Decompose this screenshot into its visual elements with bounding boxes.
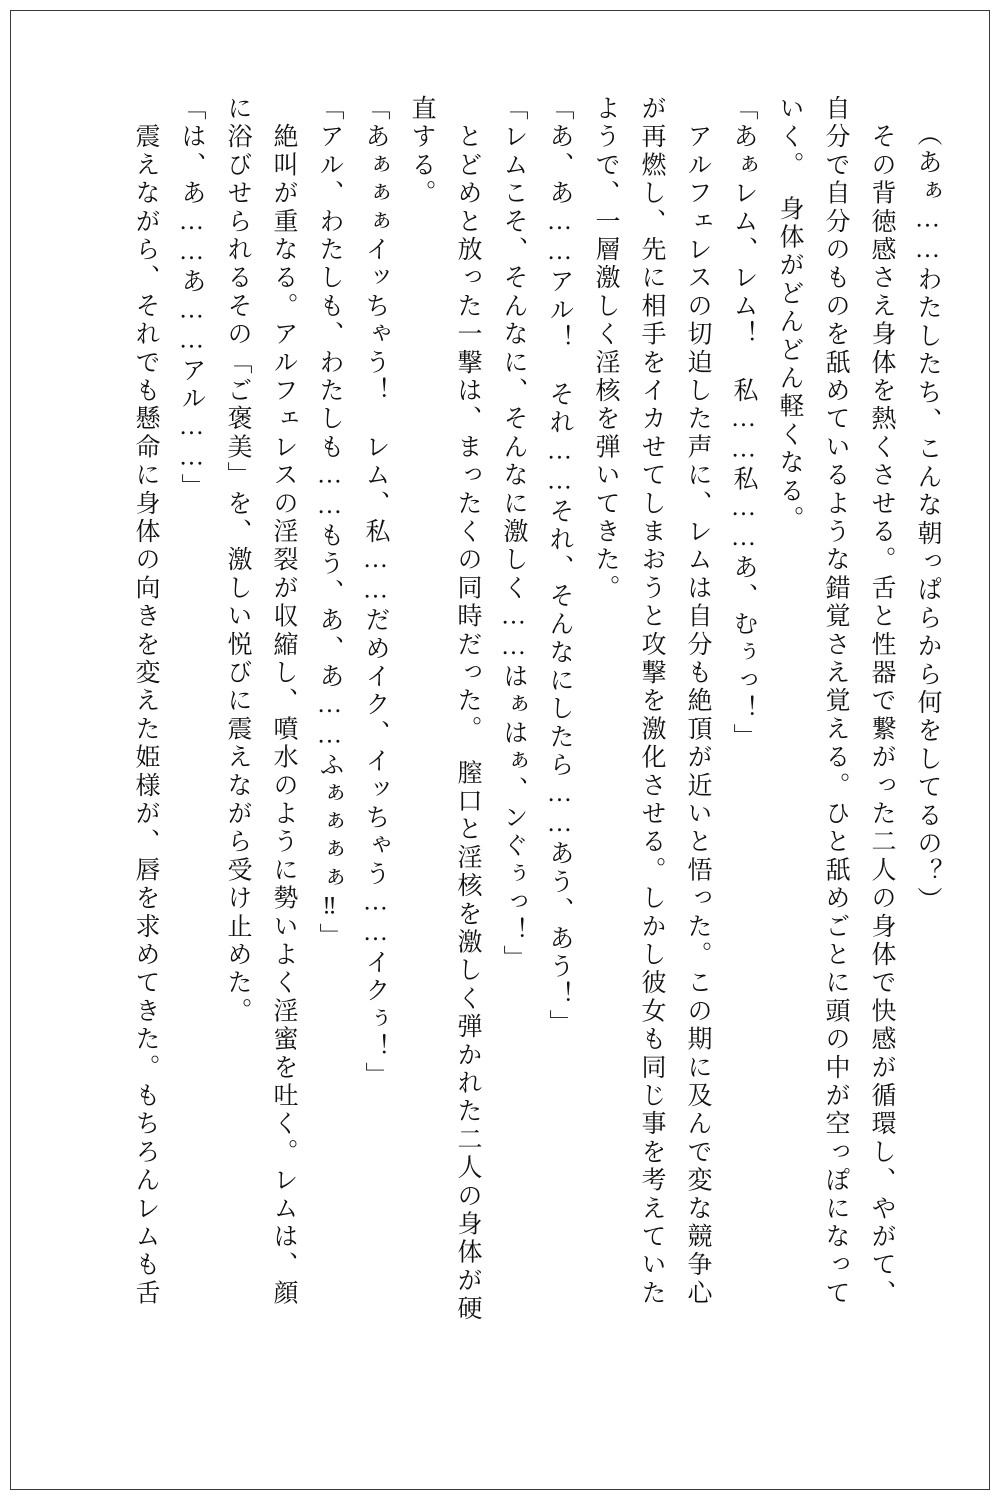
text-line: アルフェレスの切迫した声に、レムは自分も絶頂が近いと悟った。この期に及んで変な競争心 xyxy=(684,95,711,1308)
text-line: 震えながら、それでも懸命に身体の向きを変えた姫様が、唇を求めてきた。もちろんレムも舌 xyxy=(132,95,159,1308)
text-line: その背徳感さえ身体を熱くさせる。舌と性器で繋がった二人の身体で快感が循環し、やがて、 xyxy=(868,95,895,1308)
text-line: 「レムこそ、そんなに、そんなに激しく……はぁはぁ、ンぐぅっ！」 xyxy=(500,95,527,974)
text-line: とどめと放った一撃は、まったくの同時だった。 膣口と淫核を激しく弾かれた二人の身体が硬 xyxy=(454,95,481,1324)
text-line: 自分で自分のものを舐めているような錯覚さえ覚える。ひと舐めごとに頭の中が空っぽになって xyxy=(822,95,849,1308)
text-line: 「あぁレム、レム！ 私……私……あ、むぅっ！」 xyxy=(730,95,757,752)
text-line: （あぁ……わたしたち、こんな朝っぱらから何をしてるの？） xyxy=(914,121,941,915)
vertical-text-block xyxy=(50,95,950,1425)
text-line: 絶叫が重なる。アルフェレスの淫裂が収縮し、噴水のように勢いよく淫蜜を吐く。レムは、顔 xyxy=(270,95,297,1308)
text-line: いく。 身体がどんどん軽くなる。 xyxy=(776,95,803,534)
text-line: 「アル、わたしも、わたしも……もう、あ、あ……ふぁぁぁぁ‼」 xyxy=(316,95,343,951)
text-line: に浴びせられるその「ご褒美」を、激しい悦びに震えながら受け止めた。 xyxy=(224,95,251,1026)
text-line: ようで、一層激しく淫核を弾いてきた。 xyxy=(592,95,619,603)
text-line: 「あ、あ……アル！ それ……それ、そんなにしたら……あう、あう！」 xyxy=(546,95,573,1038)
text-line: が再燃し、先に相手をイカせてしまおうと攻撃を激化させる。しかし彼女も同じ事を考えていた xyxy=(638,95,665,1308)
text-line: 「あぁぁぁイッちゃう！ レム、私……だめイク、イッちゃう……イクぅ！」 xyxy=(362,95,389,1090)
text-line: 直する。 xyxy=(408,95,435,208)
text-line: 「は、あ……あ……アル……」 xyxy=(178,95,205,502)
